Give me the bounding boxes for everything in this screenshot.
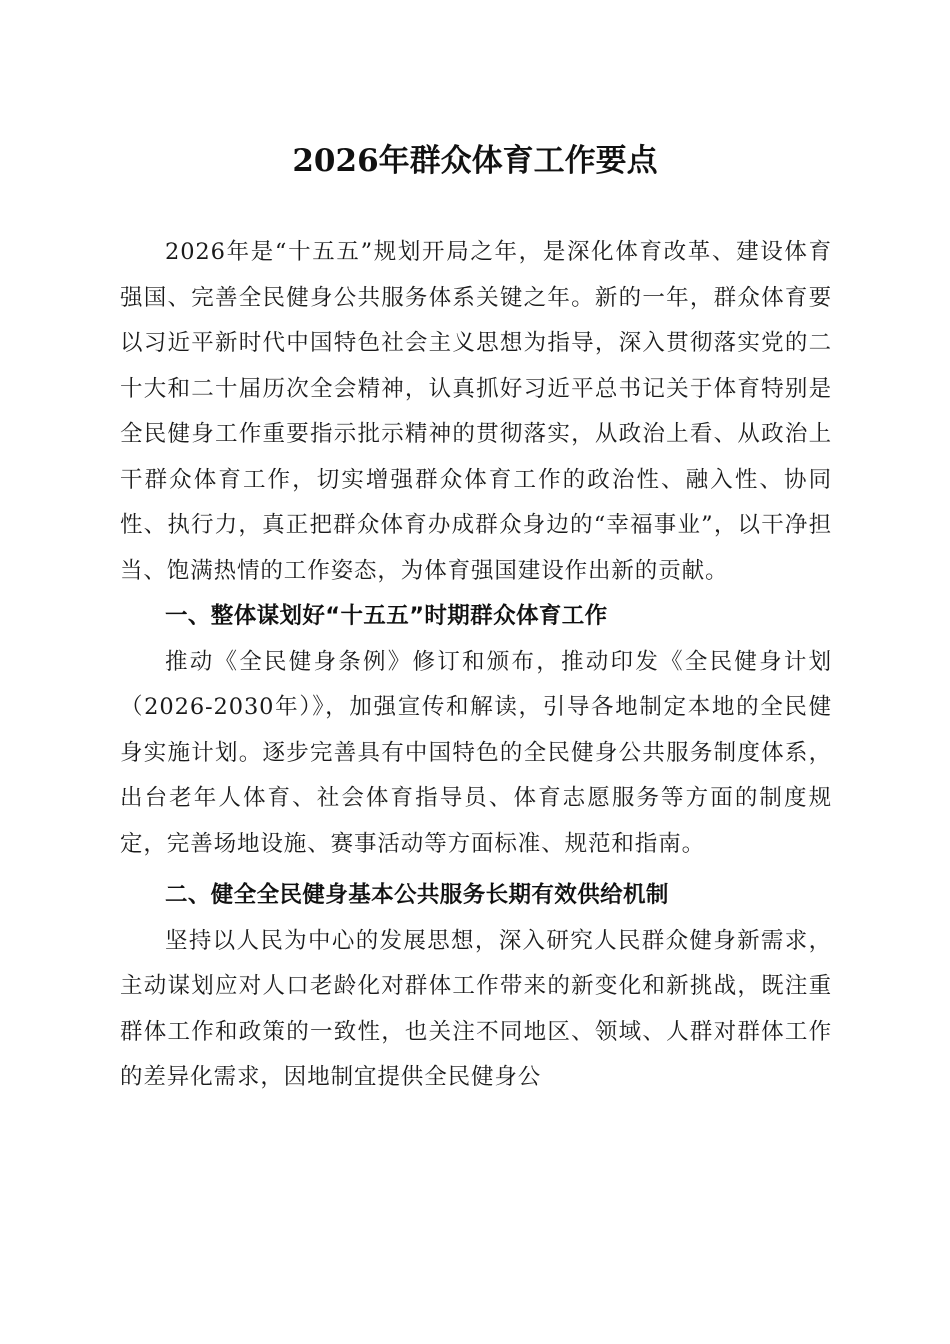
document-body (120, 230, 832, 1101)
section-1-heading: 一、整体谋划好“十五五”时期群众体育工作 (165, 603, 608, 629)
section-1-paragraph: 推动《全民健身条例》修订和颁布，推动印发《全民健身计划（2026-2030年）》，加强宣传和解读，引导各地制定本地的全民健身实施计划。逐步完善具有中国特色的全民健身公共服务制度体系，出台老年人体育、社会体育指导员、体育志愿服务等方面的制度规定，完善场地设施、赛事活动等方面标准、规范和指南。 (120, 648, 832, 857)
document-title: 2026年群众体育工作要点 (292, 143, 658, 179)
section-2-paragraph: 坚持以人民为中心的发展思想，深入研究人民群众健身新需求，主动谋划应对人口老龄化对群体工作带来的新变化和新挑战，既注重群体工作和政策的一致性，也关注不同地区、领域、人群对群体工作的差异化需求，因地制宜提供全民健身公 (120, 927, 832, 1090)
intro-paragraph: 2026年是“十五五”规划开局之年，是深化体育改革、建设体育强国、完善全民健身公共服务体系关键之年。新的一年，群众体育要以习近平新时代中国特色社会主义思想为指导，深入贯彻落实党的二十大和二十届历次全会精神，认真抓好习近平总书记关于体育特别是全民健身工作重要指示批示精神的贯彻落实，从政治上看、从政治上干群众体育工作，切实增强群众体育工作的政治性、融入性、协同性、执行力，真正把群众体育办成群众身边的“幸福事业”，以干净担当、饱满热情的工作姿态，为体育强国建设作出新的贡献。 (120, 239, 832, 584)
section-2-heading: 二、健全全民健身基本公共服务长期有效供给机制 (165, 882, 669, 908)
